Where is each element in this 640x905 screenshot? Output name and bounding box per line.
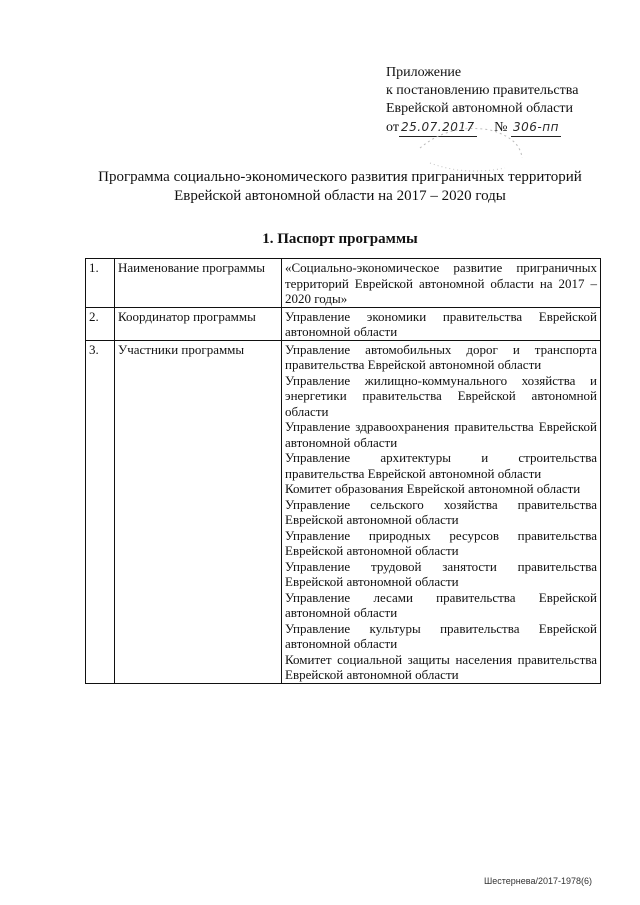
participant-entry: Комитет образования Еврейской автономной области — [285, 481, 581, 496]
participant-entry: Управление трудовой занятости правительства Еврейской автономной области — [285, 558, 597, 589]
participant-entry: Управление культуры правительства Еврейской автономной области — [285, 620, 597, 651]
document-title — [60, 168, 620, 206]
row-label: Участники программы — [115, 340, 282, 683]
header-line-region: Еврейской автономной области — [386, 101, 573, 116]
footer-reference: Шестернева/2017-1978(6) — [484, 876, 592, 886]
row-label: Наименование программы — [115, 259, 282, 308]
table-row — [86, 307, 601, 340]
participant-entry: Управление жилищно-коммунального хозяйства и энергетики правительства Еврейской автономной области — [285, 372, 597, 419]
participant-entry: Комитет социальной защиты населения правительства Еврейской автономной области — [285, 651, 597, 682]
date-prefix: от — [386, 120, 399, 135]
number-prefix: № — [494, 120, 508, 135]
row-value — [282, 307, 601, 340]
row-number: 2. — [86, 307, 115, 340]
value-entry: Управление экономики правительства Еврейской автономной области — [285, 308, 597, 339]
title-line-2: Еврейской автономной области на 2017 – 2020 годы — [174, 188, 506, 204]
participant-entry: Управление здравоохранения правительства Еврейской автономной области — [285, 419, 597, 450]
title-line-1: Программа социально-экономического развития приграничных территорий — [98, 169, 582, 185]
header-line-resolution: к постановлению правительства — [386, 83, 579, 98]
table-row — [86, 259, 601, 308]
handwritten-number: 306-пп — [511, 118, 561, 137]
row-label: Координатор программы — [115, 307, 282, 340]
value-entry: «Социально-экономическое развитие приграничных территорий Еврейской автономной области на 2017 – 2020 годы» — [285, 260, 597, 306]
header-line-appendix: Приложение — [386, 65, 462, 80]
row-number: 3. — [86, 340, 115, 683]
participant-entry: Управление сельского хозяйства правительства Еврейской автономной области — [285, 496, 597, 527]
participant-entry: Управление лесами правительства Еврейской автономной области — [285, 589, 597, 620]
participants-list — [282, 340, 601, 683]
participant-entry: Управление природных ресурсов правительства Еврейской автономной области — [285, 527, 597, 558]
table-row — [86, 340, 601, 683]
handwritten-date: 25.07.2017 — [399, 118, 477, 137]
program-passport-table — [85, 258, 601, 684]
row-number: 1. — [86, 259, 115, 308]
section-heading: 1. Паспорт программы — [262, 231, 418, 247]
participant-entry: Управление архитектуры и строительства правительства Еврейской автономной области — [285, 450, 597, 481]
row-value — [282, 259, 601, 308]
participant-entry: Управление автомобильных дорог и транспорта правительства Еврейской автономной области — [285, 341, 597, 372]
